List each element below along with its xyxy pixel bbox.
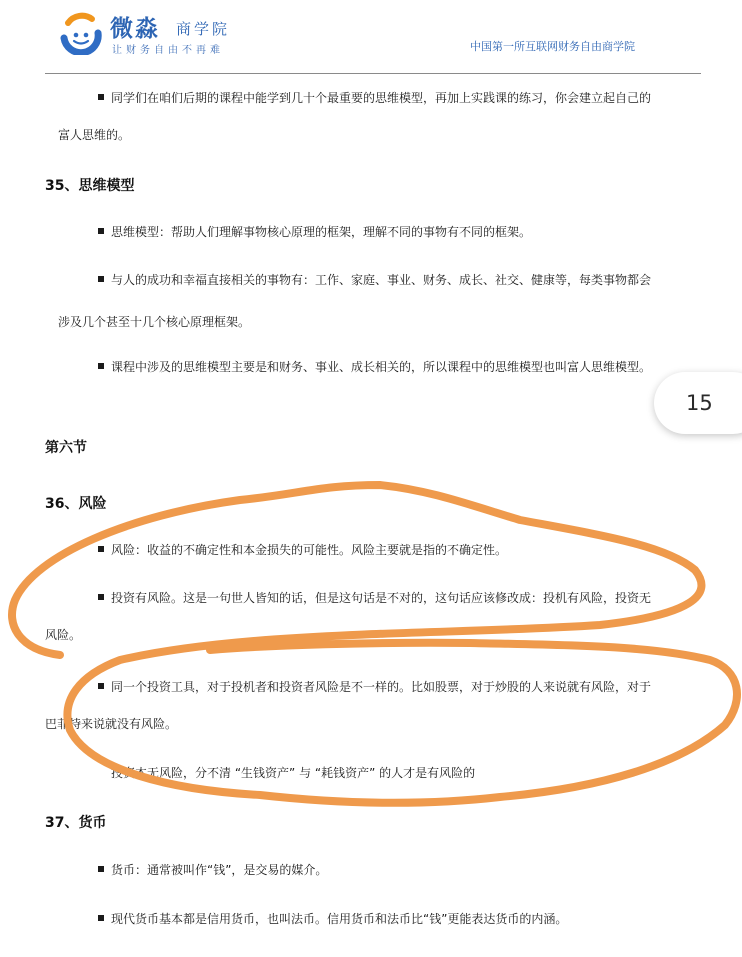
section-36-bullet-2-line-2: 风险。	[45, 628, 82, 642]
brand-name: 微淼	[110, 16, 160, 42]
section-36-bullet-3-line-2: 巴菲特来说就没有风险。	[45, 717, 178, 731]
intro-bullet-line-2: 富人思维的。	[58, 128, 131, 142]
header-tagline: 中国第一所互联网财务自由商学院	[470, 40, 635, 53]
section-36-bullet-3-line-1: 同一个投资工具，对于投机者和投资者风险是不一样的。比如股票，对于炒股的人来说就有风险，对于	[111, 680, 652, 694]
section-37-bullet-2: 现代货币基本都是信用货币，也叫法币。信用货币和法币比“钱”更能表达货币的内涵。	[111, 912, 568, 926]
section-35-bullet-3: 课程中涉及的思维模型主要是和财务、事业、成长相关的，所以课程中的思维模型也叫富人思维模型。	[111, 360, 652, 374]
section-37-bullet-1: 货币：通常被叫作“钱”，是交易的媒介。	[111, 863, 328, 877]
page-header	[0, 0, 742, 74]
section-35-bullet-2-line-2: 涉及几个甚至十几个核心原理框架。	[58, 315, 251, 329]
brand-suffix: 商学院	[176, 20, 231, 38]
brand-logo-icon	[58, 11, 104, 55]
header-divider	[45, 73, 701, 74]
section-36-bullet-1: 风险：收益的不确定性和本金损失的可能性。风险主要就是指的不确定性。	[111, 543, 508, 557]
section-36-bullet-2-line-1: 投资有风险。这是一句世人皆知的话，但是这句话是不对的，这句话应该修改成：投机有风险，投资无	[111, 591, 652, 605]
section-36-note: 投资本无风险，分不清 “生钱资产” 与 “耗钱资产” 的人才是有风险的	[111, 766, 476, 780]
intro-bullet-line-1: 同学们在咱们后期的课程中能学到几十个最重要的思维模型，再加上实践课的练习，你会建立起自己的	[111, 91, 652, 105]
chapter-title: 第六节	[45, 440, 87, 456]
section-35-title: 35、思维模型	[45, 178, 135, 194]
section-37-title: 37、货币	[45, 815, 107, 831]
section-35-bullet-1: 思维模型：帮助人们理解事物核心原理的框架，理解不同的事物有不同的框架。	[111, 225, 532, 239]
brand-slogan: 让财务自由不再难	[112, 45, 224, 56]
annotation-strokes	[12, 485, 737, 803]
page-number: 15	[686, 391, 713, 415]
section-35-bullet-2-line-1: 与人的成功和幸福直接相关的事物有：工作、家庭、事业、财务、成长、社交、健康等，每类事物都会	[111, 273, 652, 287]
section-36-title: 36、风险	[45, 496, 107, 512]
